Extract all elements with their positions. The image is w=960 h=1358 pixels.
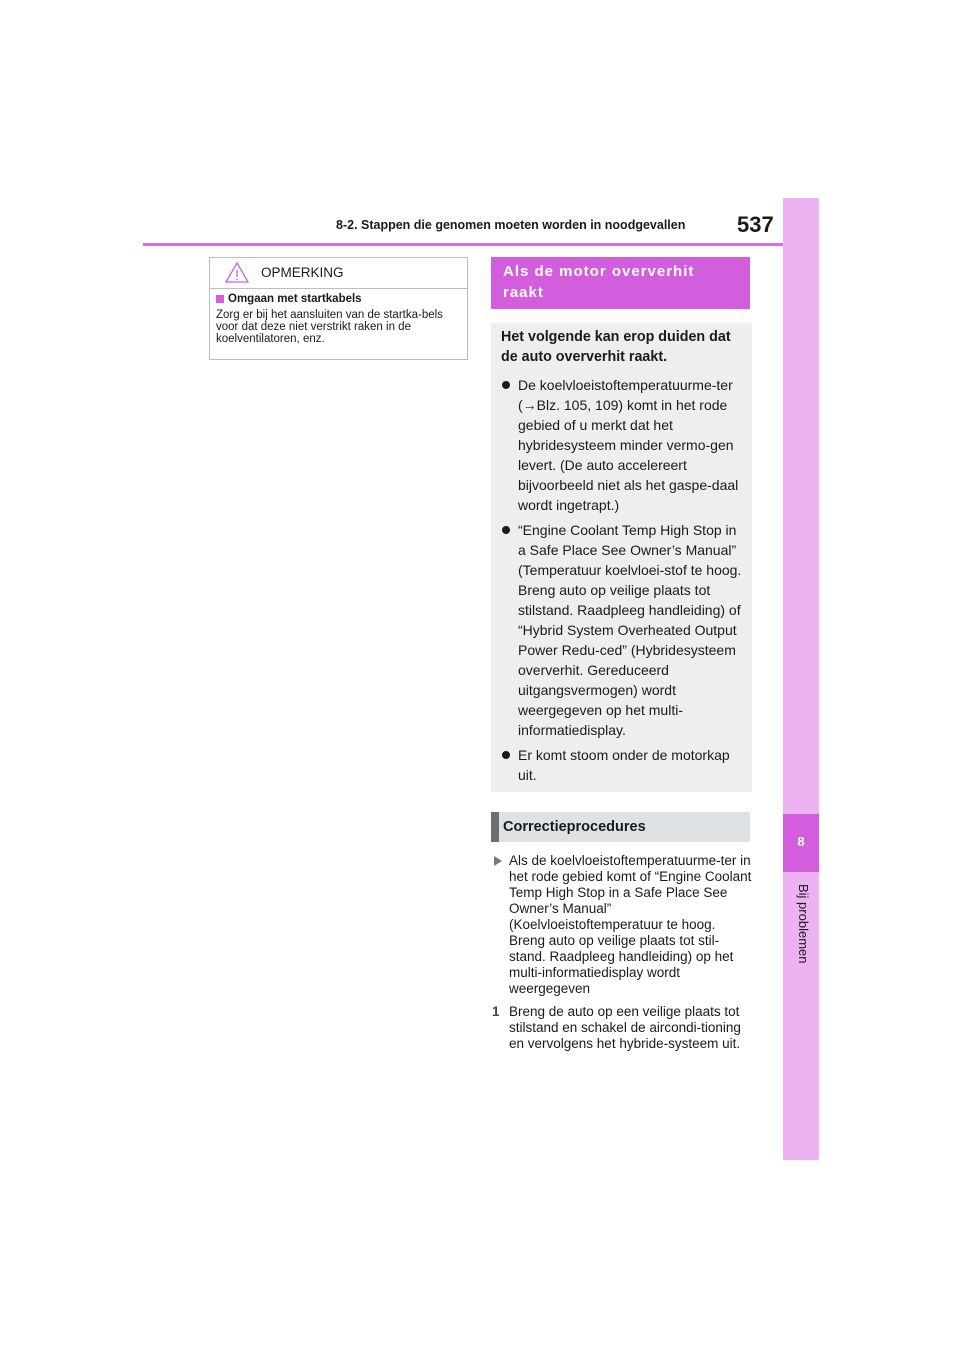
- page-number: 537: [737, 212, 774, 237]
- notice-header: [210, 258, 467, 289]
- square-bullet-icon: [216, 295, 224, 303]
- list-item-text: De koelvloeistoftemperatuurme-ter (→Blz. 105, 109) komt in het rode gebied of u merkt dat het hybridesysteem minder vermo-gen levert. (De auto accelereert bijvoorbeeld niet als het gaspe-daal wordt ingetrapt.): [518, 377, 739, 513]
- overheat-signs-list: [501, 375, 742, 785]
- list-item: [501, 745, 742, 785]
- chapter-title: Bij problemen: [796, 884, 811, 964]
- procedure-step: [491, 1004, 754, 1052]
- bullet-dot-icon: [502, 751, 510, 759]
- chapter-number: 8: [797, 834, 805, 849]
- overheat-intro: Het volgende kan erop duiden dat de auto oververhit raakt.: [501, 329, 731, 365]
- triangle-arrow-icon: [494, 856, 502, 866]
- notice-text: Zorg er bij het aansluiten van de startka-bels voor dat deze niet verstrikt raken in de koelventilatoren, enz.: [216, 309, 443, 345]
- section-heading-correction: Correctieprocedures: [491, 812, 750, 842]
- notice-box: [209, 257, 468, 360]
- list-item-text: Er komt stoom onder de motorkap uit.: [518, 747, 730, 783]
- step-text: Breng de auto op een veilige plaats tot stilstand en schakel de aircondi-tioning en vervolgens het hybride-systeem uit.: [509, 1004, 741, 1051]
- chapter-side-tab: [783, 198, 819, 1160]
- bullet-dot-icon: [502, 381, 510, 389]
- header-rule: [143, 243, 783, 246]
- notice-subheading-text: Omgaan met startkabels: [228, 293, 362, 305]
- list-item-text: “Engine Coolant Temp High Stop in a Safe Place See Owner’s Manual” (Temperatuur koelvloei-stof te hoog. Breng auto op veilige plaats tot stilstand. Raadpleeg handleiding) of “Hybrid System Overheated Output Power Redu-ced” (Hybridesysteem oververhit. Gereduceerd uitgangsvermogen) wordt weergegeven op het multi-informatiedisplay.: [518, 522, 742, 738]
- procedure-condition-text: Als de koelvloeistoftemperatuurme-ter in het rode gebied komt of “Engine Coolant Temp High Stop in a Safe Place See Owner’s Manual” (Koelvloeistoftemperatuur te hoog. Breng auto op veilige plaats tot stil-stand. Raadpleeg handleiding) op het multi-informatiedisplay wordt weergegeven: [509, 853, 752, 996]
- notice-subheading: [216, 293, 461, 305]
- notice-title: OPMERKING: [261, 265, 344, 280]
- list-item: [501, 375, 742, 515]
- procedure-condition: [491, 853, 754, 997]
- warning-triangle-icon: [224, 261, 250, 285]
- running-header: 8-2. Stappen die genomen moeten worden in noodgevallen: [336, 218, 686, 232]
- step-number: 1: [492, 1004, 500, 1019]
- bullet-dot-icon: [502, 526, 510, 534]
- correction-procedure: [491, 853, 754, 1052]
- list-item: [501, 520, 742, 740]
- section-heading-overheat: Als de motor oververhit raakt: [491, 257, 750, 309]
- notice-body: [210, 289, 467, 345]
- overheat-signs-box: [491, 323, 752, 792]
